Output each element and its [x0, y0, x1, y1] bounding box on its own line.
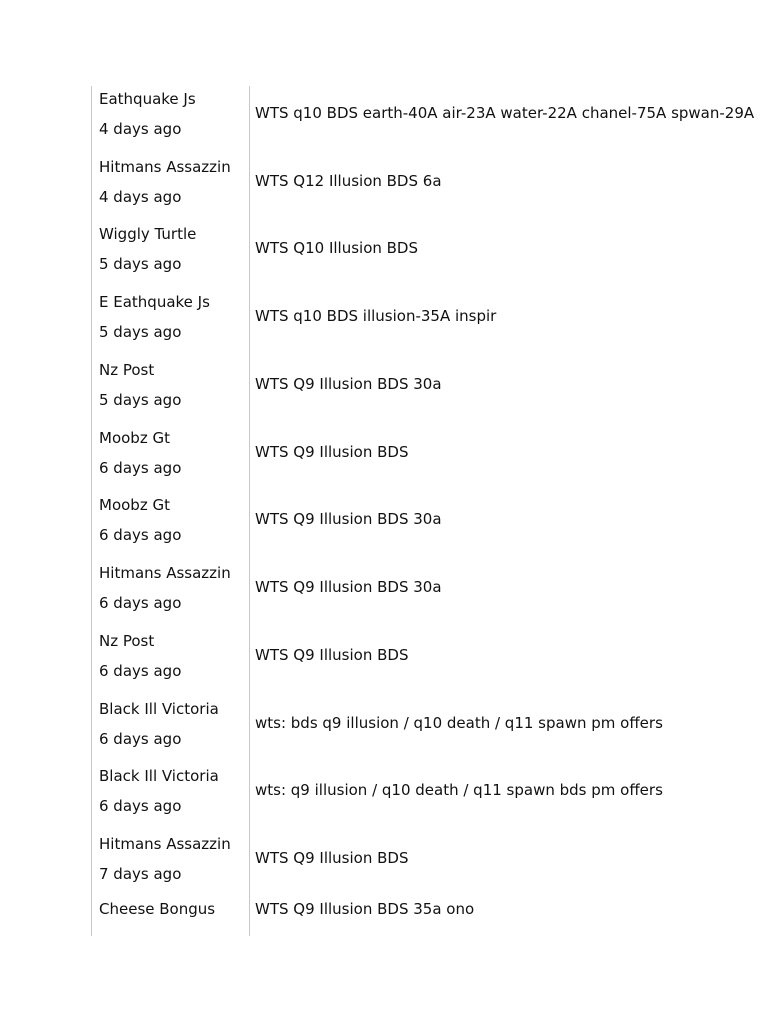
listing-message[interactable]: WTS q10 BDS earth-40A air-23A water-22A chanel-75A spwan-29A: [255, 104, 755, 122]
seller-name[interactable]: Hitmans Assazzin: [99, 158, 231, 176]
listing-row[interactable]: [92, 884, 768, 936]
posted-time: 6 days ago: [99, 459, 182, 477]
seller-name[interactable]: Cheese Bongus: [99, 900, 216, 918]
listing-row[interactable]: [92, 289, 768, 357]
listing-row[interactable]: [92, 154, 768, 222]
seller-name[interactable]: Black Ill Victoria: [99, 700, 219, 718]
seller-name[interactable]: Moobz Gt: [99, 429, 170, 447]
posted-time: 6 days ago: [99, 730, 182, 748]
listing-row[interactable]: [92, 221, 768, 289]
listing-message[interactable]: WTS Q9 Illusion BDS: [255, 849, 409, 867]
posted-time: 5 days ago: [99, 323, 182, 341]
listing-message[interactable]: WTS Q9 Illusion BDS 30a: [255, 510, 442, 528]
seller-name[interactable]: Eathquake Js: [99, 90, 196, 108]
seller-name[interactable]: Moobz Gt: [99, 496, 170, 514]
listing-message[interactable]: WTS Q10 Illusion BDS: [255, 239, 419, 257]
listings-table: [91, 86, 768, 936]
posted-time: 4 days ago: [99, 188, 182, 206]
listing-message[interactable]: WTS Q12 Illusion BDS 6a: [255, 172, 442, 190]
posted-time: 4 days ago: [99, 120, 182, 138]
listing-row[interactable]: [92, 86, 768, 154]
listing-row[interactable]: [92, 425, 768, 493]
seller-name[interactable]: Nz Post: [99, 632, 155, 650]
seller-name[interactable]: Hitmans Assazzin: [99, 835, 231, 853]
listing-message[interactable]: wts: q9 illusion / q10 death / q11 spawn bds pm offers: [255, 781, 663, 799]
listing-row[interactable]: [92, 560, 768, 628]
seller-name[interactable]: Nz Post: [99, 361, 155, 379]
seller-name[interactable]: Wiggly Turtle: [99, 225, 197, 243]
seller-name[interactable]: Hitmans Assazzin: [99, 564, 231, 582]
posted-time: 6 days ago: [99, 797, 182, 815]
listing-row[interactable]: [92, 763, 768, 831]
seller-name[interactable]: Black Ill Victoria: [99, 767, 219, 785]
listing-row[interactable]: [92, 696, 768, 764]
posted-time: 5 days ago: [99, 391, 182, 409]
posted-time: 6 days ago: [99, 526, 182, 544]
listing-message[interactable]: WTS Q9 Illusion BDS: [255, 646, 409, 664]
posted-time: 6 days ago: [99, 594, 182, 612]
listing-message[interactable]: WTS Q9 Illusion BDS 30a: [255, 578, 442, 596]
listing-row[interactable]: [92, 492, 768, 560]
posted-time: 7 days ago: [99, 865, 182, 883]
listing-message[interactable]: WTS Q9 Illusion BDS: [255, 443, 409, 461]
posted-time: 5 days ago: [99, 255, 182, 273]
listing-message[interactable]: WTS Q9 Illusion BDS 35a ono: [255, 900, 475, 918]
listing-row[interactable]: [92, 357, 768, 425]
listing-message[interactable]: WTS q10 BDS illusion-35A inspir: [255, 307, 497, 325]
listing-message[interactable]: wts: bds q9 illusion / q10 death / q11 spawn pm offers: [255, 714, 663, 732]
posted-time: 6 days ago: [99, 662, 182, 680]
listing-message[interactable]: WTS Q9 Illusion BDS 30a: [255, 375, 442, 393]
listing-row[interactable]: [92, 628, 768, 696]
seller-name[interactable]: E Eathquake Js: [99, 293, 210, 311]
